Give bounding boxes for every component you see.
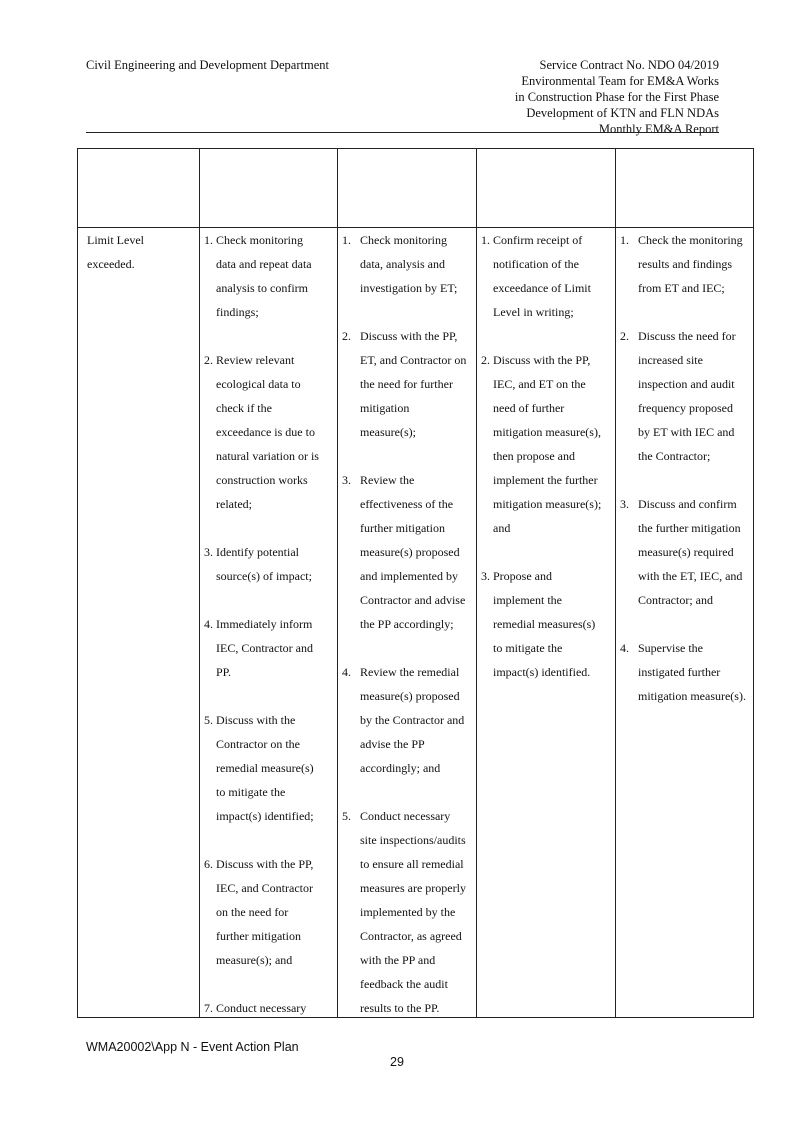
action-line: with the ET, IEC, and xyxy=(638,569,743,583)
action-item xyxy=(204,996,336,1020)
action-line: instigated further xyxy=(638,665,721,679)
action-line: construction works xyxy=(216,473,308,487)
action-item xyxy=(204,852,336,972)
action-text xyxy=(360,468,476,636)
action-text xyxy=(216,348,336,516)
action-item xyxy=(481,564,615,684)
action-number: 3. xyxy=(342,473,351,487)
action-text xyxy=(216,852,336,972)
action-line: ET, and Contractor on xyxy=(360,353,467,367)
action-line: measure(s) proposed xyxy=(360,545,460,559)
table-column-divider xyxy=(476,149,477,1017)
action-line: check if the xyxy=(216,401,272,415)
action-line: the further mitigation xyxy=(638,521,741,535)
action-line: and xyxy=(493,521,511,535)
action-line: findings; xyxy=(216,305,259,319)
action-line: Discuss the need for xyxy=(638,329,736,343)
action-line: on the need for xyxy=(216,905,289,919)
list-gap xyxy=(481,540,615,564)
action-line: investigation by ET; xyxy=(360,281,458,295)
list-gap xyxy=(481,324,615,348)
table-column-divider xyxy=(199,149,200,1017)
action-item xyxy=(204,612,336,684)
list-gap xyxy=(342,300,476,324)
action-text xyxy=(638,636,750,708)
action-item xyxy=(481,348,615,540)
action-line: measure(s); and xyxy=(216,953,293,967)
action-text xyxy=(216,540,336,588)
action-line: Immediately inform xyxy=(216,617,313,631)
action-item xyxy=(481,228,615,324)
action-number: 5. xyxy=(342,809,351,823)
action-line: impact(s) identified; xyxy=(216,809,314,823)
action-number: 4. xyxy=(204,617,213,631)
header-line: Service Contract No. NDO 04/2019 xyxy=(539,58,719,72)
event-cell xyxy=(87,228,197,276)
action-text xyxy=(493,228,615,324)
action-line: IEC, Contractor and xyxy=(216,641,313,655)
action-line: implement the xyxy=(493,593,562,607)
list-gap xyxy=(620,468,750,492)
action-line: Supervise the xyxy=(638,641,703,655)
action-line: increased site xyxy=(638,353,703,367)
action-line: with the PP and xyxy=(360,953,436,967)
table-column-divider xyxy=(615,149,616,1017)
list-gap xyxy=(204,588,336,612)
header-line: Environmental Team for EM&A Works xyxy=(521,74,719,88)
list-gap xyxy=(204,828,336,852)
action-text xyxy=(360,804,476,1020)
action-line: Review the remedial xyxy=(360,665,460,679)
header-department: Civil Engineering and Development Department xyxy=(86,58,329,72)
action-line: Conduct necessary xyxy=(360,809,451,823)
action-line: impact(s) identified. xyxy=(493,665,591,679)
action-number: 2. xyxy=(481,353,490,367)
action-line: Discuss with the PP, xyxy=(216,857,314,871)
pp-actions-cell xyxy=(620,228,750,708)
action-line: Discuss with the PP, xyxy=(493,353,591,367)
header-line: Development of KTN and FLN NDAs xyxy=(526,106,719,120)
action-item xyxy=(620,324,750,468)
action-line: implemented by the xyxy=(360,905,456,919)
action-number: 3. xyxy=(204,545,213,559)
contractor-actions-cell xyxy=(481,228,615,684)
event-action-table xyxy=(77,148,754,1018)
action-line: advise the PP xyxy=(360,737,425,751)
action-line: by the Contractor and xyxy=(360,713,465,727)
header-line: Monthly EM&A Report xyxy=(598,122,719,136)
action-line: exceedance of Limit xyxy=(493,281,591,295)
action-line: to ensure all remedial xyxy=(360,857,464,871)
action-text xyxy=(216,708,336,828)
action-line: data and repeat data xyxy=(216,257,312,271)
action-line: Review the xyxy=(360,473,415,487)
action-line: Check monitoring xyxy=(216,233,303,247)
action-line: results to the PP. xyxy=(360,1001,440,1015)
action-line: Level in writing; xyxy=(493,305,574,319)
action-line: site inspections/audits xyxy=(360,833,466,847)
action-line: measure(s) proposed xyxy=(360,689,460,703)
action-line: effectiveness of the xyxy=(360,497,454,511)
list-gap xyxy=(204,684,336,708)
action-item xyxy=(204,228,336,324)
action-line: then propose and xyxy=(493,449,575,463)
header-line: in Construction Phase for the First Phase xyxy=(514,90,719,104)
action-text xyxy=(360,660,476,780)
action-line: notification of the xyxy=(493,257,579,271)
action-line: the Contractor; xyxy=(638,449,711,463)
action-line: frequency proposed xyxy=(638,401,733,415)
action-number: 1. xyxy=(342,233,351,247)
action-line: ecological data to xyxy=(216,377,301,391)
action-number: 4. xyxy=(342,665,351,679)
action-item xyxy=(204,708,336,828)
action-line: inspection and audit xyxy=(638,377,735,391)
action-item xyxy=(342,468,476,636)
action-text xyxy=(493,348,615,540)
action-line: Confirm receipt of xyxy=(493,233,583,247)
action-line: accordingly; and xyxy=(360,761,441,775)
action-line: remedial measures(s) xyxy=(493,617,596,631)
action-line: remedial measure(s) xyxy=(216,761,314,775)
list-gap xyxy=(204,516,336,540)
action-text xyxy=(638,228,750,300)
list-gap xyxy=(204,324,336,348)
action-number: 1. xyxy=(204,233,213,247)
action-line: Check the monitoring xyxy=(638,233,743,247)
action-line: measure(s) required xyxy=(638,545,734,559)
event-line: exceeded. xyxy=(87,257,135,271)
action-number: 2. xyxy=(204,353,213,367)
list-gap xyxy=(342,444,476,468)
action-line: and implemented by xyxy=(360,569,458,583)
list-gap xyxy=(204,972,336,996)
action-line: Discuss and confirm xyxy=(638,497,737,511)
action-line: Identify potential xyxy=(216,545,299,559)
action-number: 2. xyxy=(620,329,629,343)
action-line: implement the further xyxy=(493,473,598,487)
action-item xyxy=(620,492,750,612)
action-line: source(s) of impact; xyxy=(216,569,312,583)
et-actions-cell xyxy=(204,228,336,1020)
action-text xyxy=(493,564,615,684)
action-line: Propose and xyxy=(493,569,552,583)
action-number: 1. xyxy=(481,233,490,247)
action-line: analysis to confirm xyxy=(216,281,308,295)
action-item xyxy=(204,540,336,588)
action-text xyxy=(216,228,336,324)
action-line: Contractor; and xyxy=(638,593,713,607)
page-number: 29 xyxy=(390,1055,404,1069)
action-line: mitigation measure(s), xyxy=(493,425,601,439)
action-text xyxy=(216,996,336,1020)
list-gap xyxy=(620,612,750,636)
event-line: Limit Level xyxy=(87,233,144,247)
action-line: mitigation measure(s). xyxy=(638,689,746,703)
action-text xyxy=(360,228,476,300)
action-number: 3. xyxy=(620,497,629,511)
action-text xyxy=(216,612,336,684)
action-number: 4. xyxy=(620,641,629,655)
action-line: IEC, and Contractor xyxy=(216,881,313,895)
action-item xyxy=(342,324,476,444)
action-item xyxy=(620,636,750,708)
action-line: data, analysis and xyxy=(360,257,445,271)
iec-actions-cell xyxy=(342,228,476,1020)
action-line: further mitigation xyxy=(216,929,301,943)
action-line: need of further xyxy=(493,401,565,415)
action-line: mitigation xyxy=(360,401,410,415)
action-number: 1. xyxy=(620,233,629,247)
action-line: Contractor, as agreed xyxy=(360,929,462,943)
action-line: mitigation measure(s); xyxy=(493,497,602,511)
action-line: further mitigation xyxy=(360,521,445,535)
action-number: 2. xyxy=(342,329,351,343)
action-text xyxy=(638,324,750,468)
action-line: IEC, and ET on the xyxy=(493,377,586,391)
action-number: 6. xyxy=(204,857,213,871)
action-line: Discuss with the xyxy=(216,713,296,727)
footer-reference: WMA20002\App N - Event Action Plan xyxy=(86,1040,299,1054)
action-line: from ET and IEC; xyxy=(638,281,725,295)
action-number: 3. xyxy=(481,569,490,583)
action-item xyxy=(620,228,750,300)
table-column-divider xyxy=(337,149,338,1017)
action-line: Review relevant xyxy=(216,353,295,367)
action-item xyxy=(342,660,476,780)
action-line: feedback the audit xyxy=(360,977,448,991)
action-line: related; xyxy=(216,497,252,511)
action-line: the need for further xyxy=(360,377,453,391)
action-text xyxy=(638,492,750,612)
action-line: Discuss with the PP, xyxy=(360,329,458,343)
action-line: measure(s); xyxy=(360,425,416,439)
list-gap xyxy=(342,636,476,660)
action-line: the PP accordingly; xyxy=(360,617,454,631)
header-contract-info xyxy=(515,57,719,137)
action-line: natural variation or is xyxy=(216,449,319,463)
action-text xyxy=(360,324,476,444)
action-line: Contractor on the xyxy=(216,737,300,751)
action-item xyxy=(204,348,336,516)
action-line: to mitigate the xyxy=(493,641,563,655)
action-number: 7. xyxy=(204,1001,213,1015)
action-line: measures are properly xyxy=(360,881,466,895)
list-gap xyxy=(342,780,476,804)
action-line: Conduct necessary xyxy=(216,1001,307,1015)
action-number: 5. xyxy=(204,713,213,727)
action-item xyxy=(342,804,476,1020)
action-line: to mitigate the xyxy=(216,785,286,799)
action-line: results and findings xyxy=(638,257,732,271)
action-line: by ET with IEC and xyxy=(638,425,735,439)
action-line: PP. xyxy=(216,665,232,679)
action-line: exceedance is due to xyxy=(216,425,315,439)
action-line: Contractor and advise xyxy=(360,593,466,607)
action-line: Check monitoring xyxy=(360,233,447,247)
list-gap xyxy=(620,300,750,324)
action-item xyxy=(342,228,476,300)
header-rule xyxy=(86,132,719,133)
